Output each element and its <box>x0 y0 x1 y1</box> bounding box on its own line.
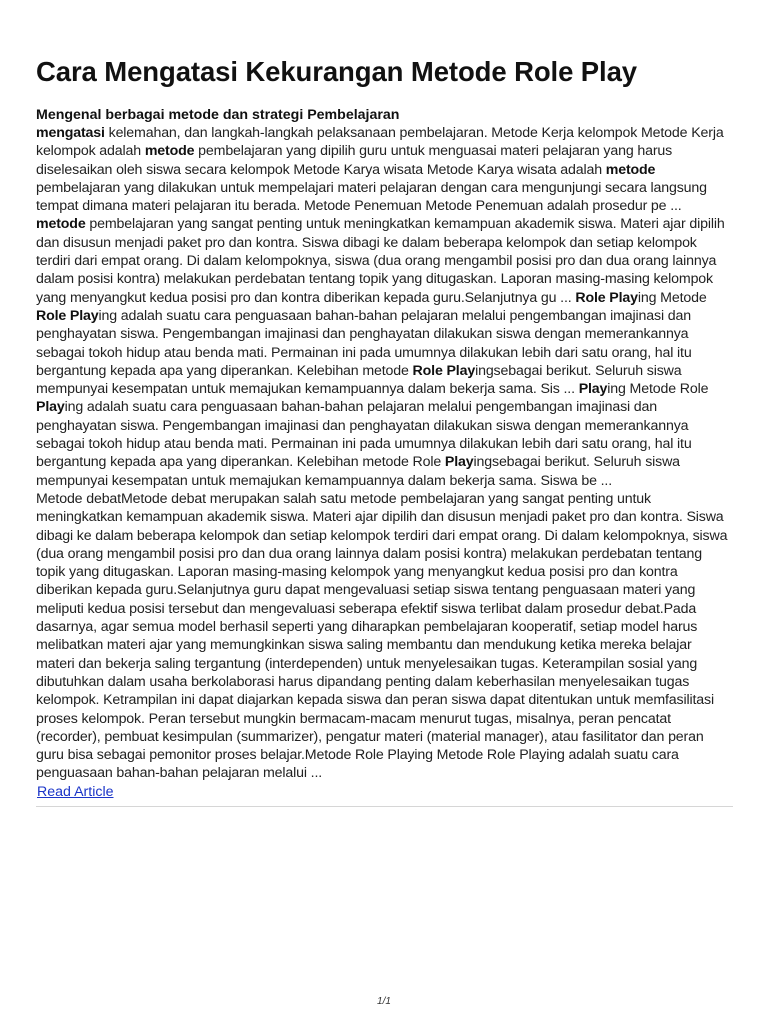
text-run: kelemahan, dan langkah-langkah pelaksanaan pembelajaran. Metode Kerja kelompok Metode Kerja <box>104 125 724 141</box>
body-line <box>36 618 733 636</box>
text-run: dalam posisi kontra) melakukan perdebatan tentang topik yang ditugaskan. Laporan masing-masing kelompok <box>36 271 713 288</box>
text-run: proses kelompok. Peran tersebut mungkin bermacam-macam menurut tugas, misalnya, peran pencatat <box>36 710 671 727</box>
highlighted-keyword: metode <box>144 143 195 160</box>
body-line <box>36 655 733 673</box>
body-line <box>36 398 733 416</box>
body-line <box>36 234 733 252</box>
body-line <box>36 307 733 325</box>
highlighted-keyword: Role Play <box>412 362 476 379</box>
highlighted-keyword: Play <box>36 399 65 416</box>
document-page <box>36 54 733 807</box>
text-run: diberikan kepada guru.Selanjutnya guru dapat mengevaluasi setiap siswa tentang penguasaan materi yang <box>36 582 696 599</box>
body-line <box>36 252 733 270</box>
text-run: pembelajaran yang dilakukan untuk mempelajari materi pelajaran dengan cara mengunjungi secara langsung <box>36 179 707 196</box>
body-line <box>36 728 733 746</box>
body-line <box>36 563 733 581</box>
divider <box>36 806 733 807</box>
body-line <box>36 325 733 343</box>
body-line <box>36 600 733 618</box>
text-run: ing Metode <box>637 289 707 306</box>
body-line <box>36 362 733 380</box>
body-line <box>36 746 733 764</box>
text-run: (recorder), pembuat kesimpulan (summarizer), pengatur materi (material manager), atau fasilitator dan peran <box>36 728 704 745</box>
text-run: dasarnya, agar semua model berhasil seperti yang diharapkan pembelajaran kooperatif, setiap model harus <box>36 619 698 636</box>
text-run: dan disusun menjadi paket pro dan kontra. Siswa dibagi ke dalam beberapa kelompok dan setiap kelompok <box>36 234 697 251</box>
text-run: meliputi kedua posisi tersebut dan mengevaluasi seberapa efektif siswa terlibat dalam prosedur debat.Pada <box>36 600 697 617</box>
text-run: guru bisa sebagai pemonitor proses belajar.Metode Role Playing Metode Role Playing adalah suatu cara <box>36 747 679 764</box>
body-line <box>36 527 733 545</box>
text-run: penguasaan bahan-bahan pelajaran melalui ... <box>36 765 323 782</box>
body-line <box>36 197 733 215</box>
page-title: Cara Mengatasi Kekurangan Metode Role Play <box>36 56 637 87</box>
body-line <box>36 508 733 526</box>
text-run: penghayatan siswa. Pengembangan imajinasi dan penghayatan dilakukan siswa dengan memerankannya <box>36 417 689 434</box>
text-run: dibutuhkan dalam usaha berkolaborasi harus dipandang penting dalam keberhasilan menyelesaikan tugas <box>36 673 690 690</box>
body-line <box>36 161 733 179</box>
text-run: bergantung kepada apa yang diperankan. Kelebihan metode Role <box>36 454 445 471</box>
text-run: topik yang ditugaskan. Laporan masing-masing kelompok yang menyangkut kedua posisi pro dan kontra <box>36 564 678 581</box>
body-line <box>36 636 733 654</box>
text-run: sebagai tokoh hidup atau benda mati. Permainan ini pada umumnya dilakukan lebih dari satu orang, hal itu <box>36 436 692 453</box>
body-line <box>36 490 733 508</box>
text-run: kelompok. Ketrampilan ini dapat diajarkan kepada siswa dan peran siswa dapat ditentukan untuk memfasilitasi <box>36 692 714 709</box>
subtitle: Mengenal berbagai metode dan strategi Pembelajaran <box>36 107 400 123</box>
body-line <box>36 710 733 728</box>
text-run: penghayatan siswa. Pengembangan imajinasi dan penghayatan dilakukan siswa dengan memerankannya <box>36 326 689 343</box>
text-run: ingsebagai berikut. Seluruh siswa <box>473 454 680 471</box>
body-line <box>36 417 733 435</box>
text-run: ing adalah suatu cara penguasaan bahan-bahan pelajaran melalui pengembangan imajinasi dan <box>64 399 658 416</box>
body-line <box>36 453 733 471</box>
highlighted-keyword: metode <box>36 216 86 233</box>
article-body <box>36 124 733 783</box>
text-run: Metode debatMetode debat merupakan salah satu metode pembelajaran yang sangat penting untuk <box>36 490 651 507</box>
body-line <box>36 344 733 362</box>
body-line <box>36 289 733 307</box>
highlighted-keyword: Role Play <box>36 307 99 324</box>
text-run: bergantung kepada apa yang diperankan. Kelebihan metode <box>36 362 413 379</box>
highlighted-keyword: Play <box>444 454 474 471</box>
read-article-link[interactable]: Read Article <box>37 783 114 800</box>
text-run: meningkatkan kemampuan akademik siswa. Materi ajar dipilih dan disusun menjadi paket pro dan kontra. Siswa <box>36 509 724 526</box>
highlighted-keyword: Play <box>578 381 608 398</box>
text-run: melibatkan materi ajar yang memungkinkan siswa saling membantu dan mendukung ketika mereka belajar <box>36 637 692 654</box>
text-run: pembelajaran yang sangat penting untuk meningkatkan kemampuan akademik siswa. Materi ajar dipilih <box>85 216 725 233</box>
body-line <box>36 472 733 490</box>
highlighted-keyword: metode <box>605 161 656 178</box>
body-line <box>36 673 733 691</box>
text-run: ing adalah suatu cara penguasaan bahan-bahan pelajaran melalui pengembangan imajinasi dan <box>98 307 691 324</box>
text-run: kelompok adalah <box>36 143 145 160</box>
body-line <box>36 764 733 782</box>
text-run: mempunyai kesempatan untuk memajukan kemampuannya dalam bekerja sama. Sis ... <box>36 381 579 398</box>
text-run: yang menyangkut kedua posisi pro dan kontra diberikan kepada guru.Selanjutnya gu ... <box>36 289 576 306</box>
text-run: (dua orang mengambil posisi pro dan dua orang lainnya dalam posisi kontra) melakukan perdebatan tentang <box>36 545 702 562</box>
text-run: diselesaikan oleh siswa secara kelompok Metode Karya wisata Metode Karya wisata adalah <box>36 161 606 178</box>
body-line <box>36 545 733 563</box>
text-run: ingsebagai berikut. Seluruh siswa <box>475 362 682 379</box>
body-line <box>36 691 733 709</box>
page-number: 1/1 <box>377 996 391 1007</box>
highlighted-keyword: mengatasi <box>36 125 105 141</box>
text-run: sebagai tokoh hidup atau benda mati. Permainan ini pada umumnya dilakukan lebih dari satu orang, hal itu <box>36 344 692 361</box>
text-run: mempunyai kesempatan untuk memajukan kemampuannya dalam bekerja sama. Siswa be ... <box>36 472 612 489</box>
body-line <box>36 124 733 142</box>
body-line <box>36 215 733 233</box>
text-run: pembelajaran yang dipilih guru untuk menguasai materi pelajaran yang harus <box>194 143 673 160</box>
body-line <box>36 380 733 398</box>
text-run: materi dan bekerja saling tergantung (interdependen) untuk menyelesaikan tugas. Keterampilan sosial yang <box>36 655 698 672</box>
body-line <box>36 270 733 288</box>
highlighted-keyword: Role Play <box>575 289 638 306</box>
body-line <box>36 581 733 599</box>
text-run: tempat dimana materi pelajaran itu berada. Metode Penemuan Metode Penemuan adalah prosedur pe ... <box>36 198 682 215</box>
body-line <box>36 142 733 160</box>
body-line <box>36 435 733 453</box>
text-run: ing Metode Role <box>607 381 709 398</box>
body-line <box>36 179 733 197</box>
text-run: terdiri dari empat orang. Di dalam kelompoknya, siswa (dua orang mengambil posisi pro dan dua orang lainnya <box>36 253 717 270</box>
text-run: dibagi ke dalam beberapa kelompok dan setiap kelompok terdiri dari empat orang. Di dalam kelompoknya, siswa <box>36 527 728 544</box>
